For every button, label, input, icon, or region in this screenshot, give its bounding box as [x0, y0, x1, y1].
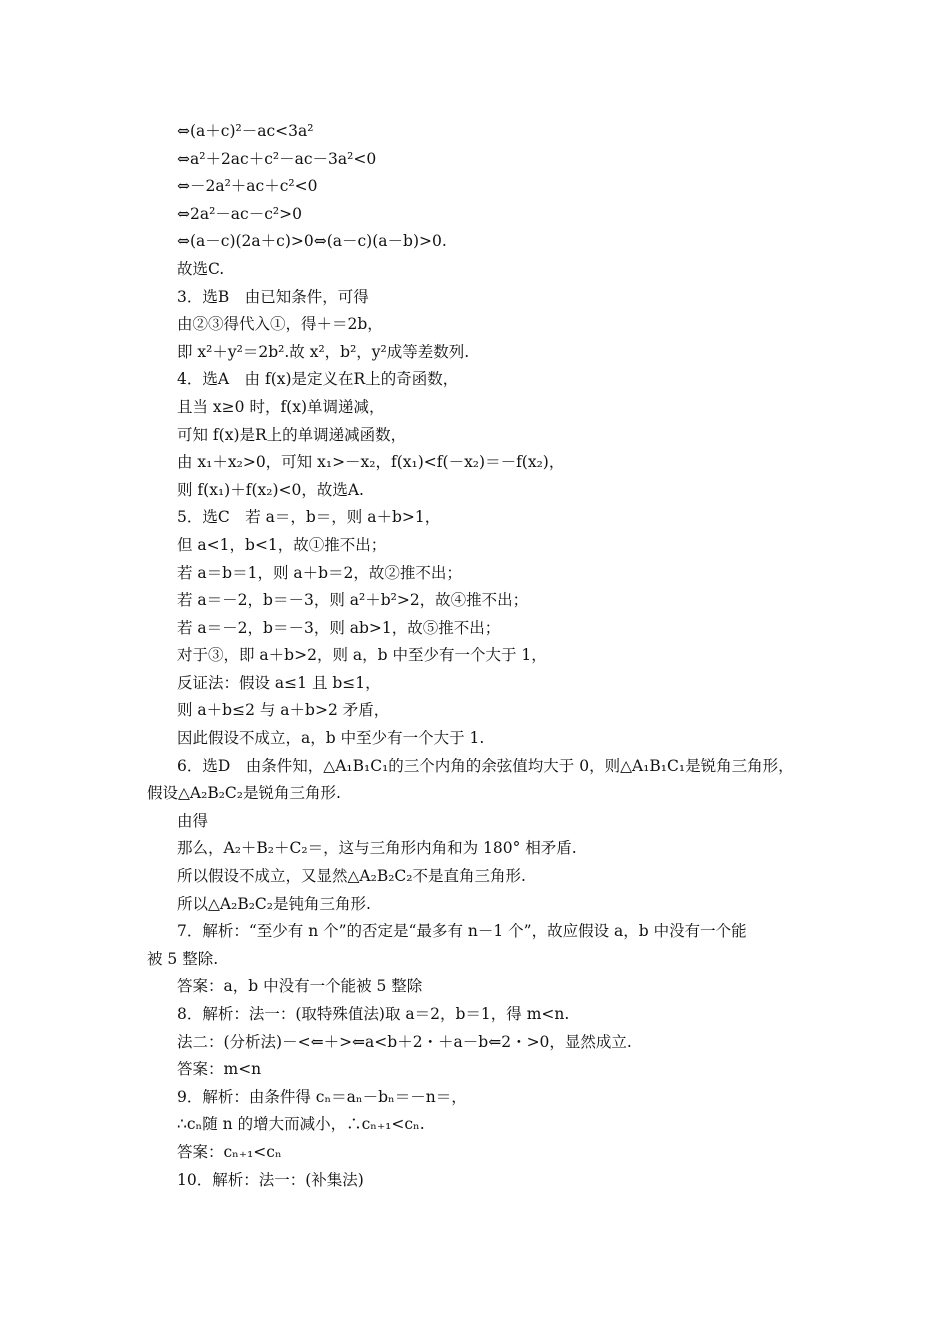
text-line: 即 x²＋y²＝2b².故 x²，b²，y²成等差数列. — [177, 342, 470, 361]
text-line: 故选C. — [177, 259, 225, 278]
text-line: 所以假设不成立，又显然△A₂B₂C₂不是直角三角形. — [177, 867, 526, 886]
text-line: ⇔2a²－ac－c²>0 — [177, 204, 302, 223]
text-line: 那么，A₂＋B₂＋C₂＝，这与三角形内角和为 180° 相矛盾. — [177, 839, 577, 858]
text-line: ⇔－2a²＋ac＋c²<0 — [177, 177, 318, 196]
text-line: 答案：cₙ₊₁<cₙ — [177, 1142, 282, 1161]
text-line: 由②③得代入①，得＋＝2b， — [177, 315, 383, 334]
text-line: 但 a<1，b<1，故①推不出； — [177, 535, 387, 554]
text-line: 若 a＝b＝1，则 a＋b＝2，故②推不出； — [177, 563, 462, 582]
text-line: 法二：(分析法)－<⇐＋>⇐a<b＋2・＋a－b⇐2・>0，显然成立. — [177, 1032, 632, 1051]
text-line: 7．解析：“至少有 n 个”的否定是“最多有 n－1 个”，故应假设 a，b 中没有一个能 — [177, 922, 747, 941]
text-line: ⇔a²＋2ac＋c²－ac－3a²<0 — [177, 149, 377, 168]
text-line: 答案：m<n — [177, 1060, 262, 1079]
text-line: 答案：a，b 中没有一个能被 5 整除 — [177, 977, 423, 996]
text-line: ∴cₙ随 n 的增大而减小，∴cₙ₊₁<cₙ. — [177, 1115, 425, 1134]
text-line: ⇔(a＋c)²－ac<3a² — [177, 122, 314, 140]
text-line: 若 a＝－2，b＝－3，则 a²＋b²>2，故④推不出； — [177, 591, 529, 610]
text-line: 则 f(x₁)＋f(x₂)<0，故选A. — [177, 480, 364, 499]
text-line: 若 a＝－2，b＝－3，则 ab>1，故⑤推不出； — [177, 618, 501, 637]
text-line: 3．选B 由已知条件，可得 — [177, 287, 369, 306]
text-line: 且当 x≥0 时，f(x)单调递减， — [177, 397, 385, 416]
document-page — [0, 118, 950, 1194]
text-line: 10．解析：法一：(补集法) — [177, 1170, 364, 1189]
text-line: 反证法：假设 a≤1 且 b≤1， — [177, 673, 381, 692]
text-line: 由 x₁＋x₂>0，可知 x₁>－x₂，f(x₁)<f(－x₂)＝－f(x₂)， — [177, 453, 565, 472]
text-line: ⇔(a－c)(2a＋c)>0⇔(a－c)(a－b)>0. — [177, 232, 447, 251]
text-line: 则 a＋b≤2 与 a＋b>2 矛盾， — [177, 701, 390, 720]
text-line: 9．解析：由条件得 cₙ＝aₙ－bₙ＝－n＝， — [177, 1087, 467, 1106]
text-line: 5．选C 若 a＝，b＝，则 a＋b>1， — [177, 508, 441, 527]
text-line: 所以△A₂B₂C₂是钝角三角形. — [177, 894, 371, 913]
text-line: 可知 f(x)是R上的单调递减函数， — [177, 425, 407, 444]
text-line: 4．选A 由 f(x)是定义在R上的奇函数， — [177, 370, 459, 389]
text-line: 被 5 整除. — [147, 949, 219, 968]
text-line: 假设△A₂B₂C₂是锐角三角形. — [147, 784, 341, 803]
text-line: 6．选D 由条件知，△A₁B₁C₁的三个内角的余弦值均大于 0，则△A₁B₁C₁是锐角三角形， — [177, 756, 794, 775]
text-line: 对于③，即 a＋b>2，则 a，b 中至少有一个大于 1， — [177, 646, 547, 665]
text-line: 因此假设不成立，a，b 中至少有一个大于 1. — [177, 729, 485, 748]
text-line: 由得 — [177, 811, 209, 830]
text-line: 8．解析：法一：(取特殊值法)取 a＝2，b＝1，得 m<n. — [177, 1005, 570, 1023]
